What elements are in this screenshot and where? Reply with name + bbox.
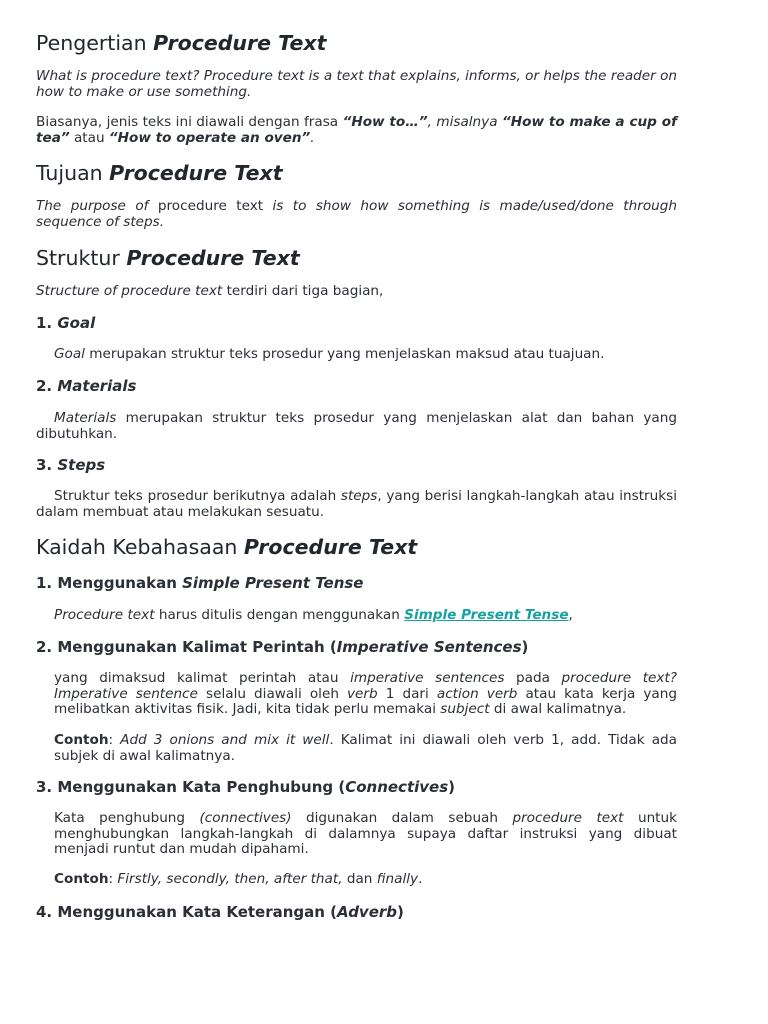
heading-pengertian	[36, 30, 677, 56]
text-run: )	[521, 638, 529, 656]
structure-item-materials-heading	[36, 377, 677, 395]
example-label: Contoh	[54, 871, 109, 887]
heading-prefix: Tujuan	[36, 161, 110, 185]
item-label: Goal	[57, 314, 96, 332]
text-run: atau kata kerja yang melibatkan aktivitas fisik. Jadi, kita tidak perlu memakai	[54, 685, 677, 717]
text-run: Simple Present Tense	[182, 574, 364, 592]
text-run: subject	[440, 701, 490, 717]
phrase-cup-of-tea: “How to make a cup of tea”	[36, 114, 677, 146]
rule-3-heading	[36, 778, 677, 796]
text-run: imperative sentences	[350, 670, 505, 686]
structure-item-materials-desc	[36, 411, 677, 442]
text-run: digunakan dalam sebuah	[291, 810, 513, 826]
heading-prefix: Struktur	[36, 246, 127, 270]
text-run: . Kalimat ini diawali oleh verb 1, add. Tidak ada subjek di awal kalimatnya.	[54, 732, 677, 764]
item-number: 1.	[36, 314, 58, 332]
text-run: :	[108, 871, 118, 887]
text-run: 3. Menggunakan Kata Penghubung (	[36, 778, 346, 796]
text-run: Connectives	[345, 778, 449, 796]
text-run: Kata penghubung	[54, 810, 200, 826]
text-run: is to show how something is made/used/done through sequence of steps.	[36, 198, 678, 230]
text-run: The purpose of	[36, 198, 158, 214]
text-run: .	[418, 871, 423, 887]
text-run: Adverb	[337, 903, 398, 921]
text-run: Imperative Sentences	[336, 638, 522, 656]
item-label: Materials	[57, 377, 137, 395]
rule-3-example	[54, 872, 677, 888]
text-run: , misalnya	[427, 114, 502, 130]
heading-emphasis: Procedure Text	[126, 246, 300, 270]
text-run: merupakan struktur teks prosedur yang menjelaskan maksud atau tuajuan.	[84, 346, 605, 362]
text-run: dan	[342, 871, 377, 887]
text-run: pada	[504, 670, 562, 686]
text-run: Materials	[54, 410, 117, 426]
text-run: Firstly, secondly, then, after that,	[117, 871, 343, 887]
item-number: 2.	[36, 377, 58, 395]
item-number: 3.	[36, 456, 58, 474]
item-label: Steps	[57, 456, 106, 474]
heading-emphasis: Procedure Text	[109, 161, 283, 185]
text-run: Add 3 onions and mix it well	[120, 732, 330, 748]
text-run: terdiri dari tiga bagian,	[222, 283, 384, 299]
paragraph-definition: What is procedure text? Procedure text is a text that explains, informs, or helps the reader on how to make or use something.	[36, 68, 677, 100]
text-run: procedure text	[157, 198, 264, 214]
text-run: 1 dari	[377, 685, 437, 702]
heading-emphasis: Procedure Text	[153, 31, 327, 55]
rule-2-example	[54, 733, 677, 764]
example-label: Contoh	[54, 732, 109, 748]
text-run: finally	[376, 871, 419, 887]
text-run: (connectives)	[199, 810, 292, 826]
rule-1-heading	[36, 574, 677, 592]
rule-4-heading	[36, 903, 677, 921]
text-run: selalu diawali oleh	[197, 685, 348, 702]
heading-kaidah	[36, 534, 677, 560]
text-run: 1. Menggunakan	[36, 574, 183, 592]
text-run: harus ditulis dengan menggunakan	[154, 607, 405, 623]
text-run: 2. Menggunakan Kalimat Perintah (	[36, 638, 337, 656]
text-run: Struktur teks prosedur berikutnya adalah	[54, 488, 341, 504]
text-run: verb	[347, 685, 378, 702]
structure-item-goal-desc	[36, 347, 677, 363]
text-run: .	[310, 129, 315, 146]
structure-item-steps-heading	[36, 456, 677, 474]
text-run: , yang berisi langkah-langkah atau instruksi dalam membuat atau melakukan sesuatu.	[36, 488, 677, 520]
text-run: Procedure text	[54, 607, 155, 623]
paragraph-structure-intro	[36, 284, 677, 300]
text-run: di awal kalimatnya.	[489, 701, 627, 717]
phrase-operate-oven: “How to operate an oven”	[108, 129, 311, 146]
simple-present-tense-link[interactable]: Simple Present Tense	[404, 607, 569, 623]
rule-2-heading	[36, 638, 677, 656]
text-run: :	[108, 732, 121, 748]
text-run: Structure of procedure text	[36, 283, 223, 299]
text-run: )	[448, 778, 455, 796]
text-run: merupakan struktur teks prosedur yang menjelaskan alat dan bahan yang dibutuhkan.	[36, 410, 677, 442]
paragraph-how-to	[36, 115, 677, 146]
structure-item-steps-desc	[36, 489, 677, 520]
phrase-how-to: “How to…”	[342, 114, 428, 130]
text-run: )	[397, 903, 404, 921]
text-run: yang dimaksud kalimat perintah atau	[54, 670, 351, 686]
heading-struktur	[36, 245, 677, 271]
heading-emphasis: Procedure Text	[243, 535, 418, 559]
text-run: 4. Menggunakan Kata Keterangan (	[36, 903, 338, 921]
heading-prefix: Kaidah Kebahasaan	[36, 535, 244, 559]
text-run: procedure text	[512, 810, 624, 826]
text-run: ,	[568, 607, 573, 623]
rule-1-paragraph	[54, 608, 677, 624]
text-run: action verb	[436, 685, 518, 702]
paragraph-purpose	[36, 199, 677, 230]
text-run: steps	[340, 488, 378, 504]
heading-prefix: Pengertian	[36, 31, 154, 55]
text-run: atau	[69, 129, 109, 146]
text-run: procedure text? Imperative sentence	[54, 670, 677, 702]
rule-2-paragraph	[54, 671, 677, 718]
rule-3-paragraph	[54, 811, 677, 858]
text-run: Biasanya, jenis teks ini diawali dengan frasa	[36, 114, 343, 130]
text-run: Goal	[54, 346, 85, 362]
heading-tujuan	[36, 160, 677, 186]
text-run: untuk menghubungkan langkah-langkah di dalamnya supaya daftar instruksi yang dibuat menjadi runtut dan mudah dipahami.	[54, 810, 677, 857]
structure-item-goal-heading	[36, 314, 677, 332]
